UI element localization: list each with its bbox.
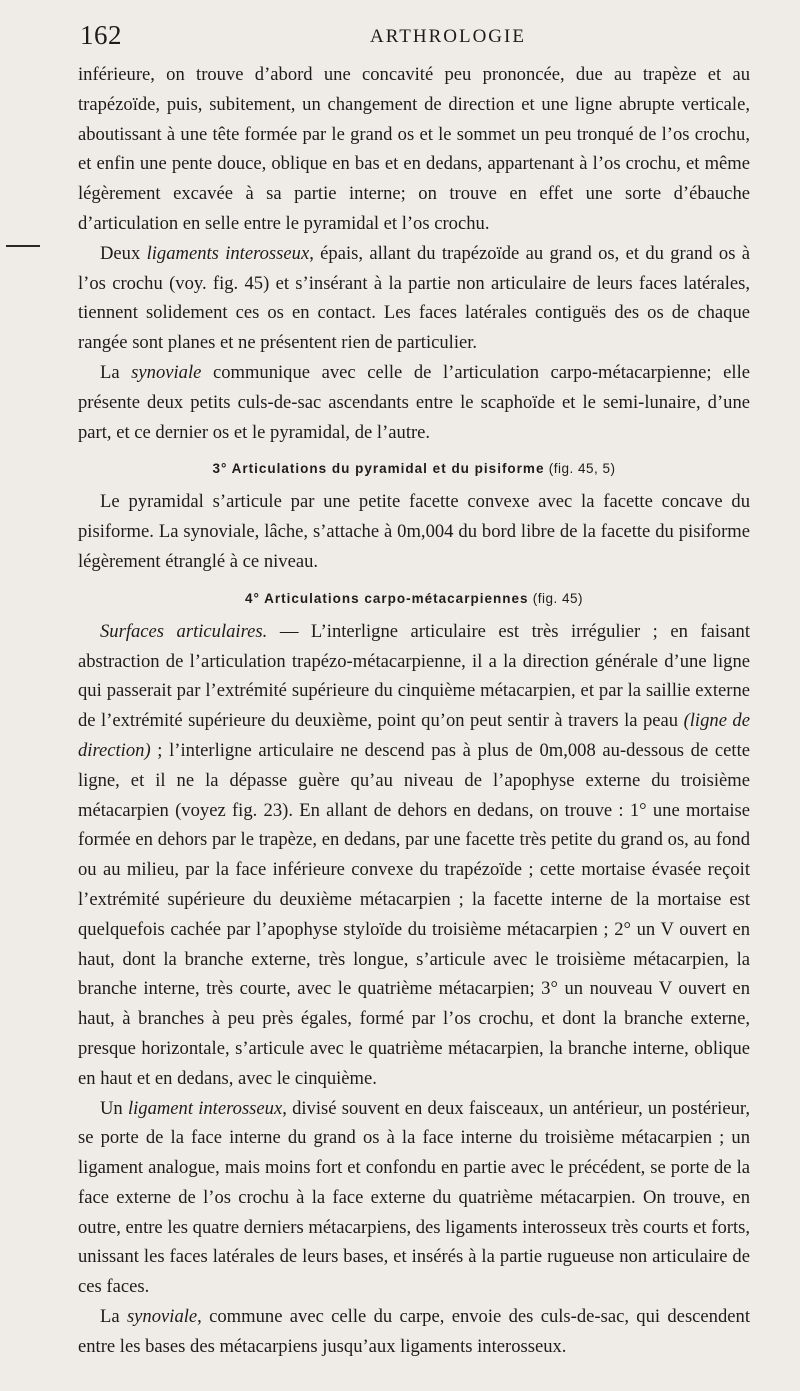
section-heading-title: 3° Articulations du pyramidal et du pisiforme <box>212 461 545 477</box>
paragraph <box>78 617 750 1094</box>
section-heading <box>78 583 750 615</box>
paragraph-text: — L’interligne articulaire est très irrégulier ; en faisant abstraction de l’articulation trapézo-métacarpienne, il a la direction générale d’une ligne qui passerait par l’extrémité supérieure du cinquième métacarpien, et par la saillie externe de l’extrémité supérieure du deuxième, point qu’on peut sentir à travers la peau <box>78 620 750 732</box>
paragraph-text: communique avec celle de l’articulation carpo-métacarpienne; elle présente deux petits culs-de-sac ascendants entre le scaphoïde et le semi-lunaire, d’une part, et ce dernier os et le pyramidal, de l’autre. <box>78 361 750 443</box>
italic-term: (ligne de direction) <box>78 710 750 761</box>
italic-term: ligaments interosseux <box>146 242 310 264</box>
paragraph-text: Deux <box>100 242 147 264</box>
section-heading <box>78 453 750 485</box>
paragraph <box>78 60 750 239</box>
italic-term: synoviale <box>131 361 202 383</box>
paragraph-text: , divisé souvent en deux faisceaux, un antérieur, un postérieur, se porte de la face interne du grand os à la face interne du troisième métacarpien ; un ligament analogue, mais moins fort et confondu en partie avec le précédent, se porte de la face externe de l’os crochu à la face externe du quatrième métacarpien. On trouve, en outre, entre les quatre derniers métacarpiens, des ligaments interosseux très courts et forts, unissant les faces latérales de leurs bases, et insérés à la partie rugueuse non articulaire de ces faces. <box>78 1097 750 1298</box>
italic-term: Surfaces articulaires. <box>100 620 268 642</box>
paragraph <box>78 1094 750 1303</box>
paragraph-text: , commune avec celle du carpe, envoie des culs-de-sac, qui descendent entre les bases des métacarpiens jusqu’aux ligaments interosseux. <box>78 1306 750 1357</box>
paragraph <box>78 239 750 358</box>
page-number: 162 <box>80 20 122 50</box>
page-header <box>80 20 740 56</box>
paragraph-text: Le pyramidal s’articule par une petite facette convexe avec la facette concave du pisiforme. La synoviale, lâche, s’attache à 0m,004 du bord libre de la facette du pisiforme légèrement étranglé à ce niveau. <box>78 491 750 572</box>
italic-term: ligament interosseux <box>127 1097 283 1119</box>
paragraph <box>78 487 750 576</box>
paragraph-text: inférieure, on trouve d’abord une concavité peu prononcée, due au trapèze et au trapézoïde, puis, subitement, un changement de direction et une ligne abrupte verticale, aboutissant à une tête formée par le grand os et le sommet un peu tronqué de l’os crochu, et enfin une pente douce, oblique en bas et en dedans, appartenant à l’os crochu, et même légèrement excavée à sa partie interne; on trouve en effet une sorte d’ébauche d’articulation en selle entre le pyramidal et l’os crochu. <box>78 64 750 234</box>
paragraph-text: La <box>100 361 132 383</box>
paragraph <box>78 358 750 447</box>
paragraph <box>78 1302 750 1362</box>
section-heading-figure-ref: (fig. 45) <box>528 590 583 606</box>
paragraph-text: ; l’interligne articulaire ne descend pas à plus de 0m,008 au-dessous de cette ligne, et il ne la dépasse guère qu’au niveau de l’apophyse externe du troisième métacarpien (voyez fig. 23). En allant de dehors en dedans, on trouve : 1° une mortaise formée en dehors par le trapèze, en dedans, par une facette très petite du grand os, au fond ou au milieu, par la face inférieure convexe du trapézoïde ; cette mortaise évasée reçoit l’extrémité supérieure du deuxième métacarpien ; la facette interne de la mortaise est quelquefois cachée par l’apophyse styloïde du troisième métacarpien ; 2° un V ouvert en haut, dont la branche externe, très longue, s’articule avec le troisième métacarpien, la branche interne, très courte, avec le quatrième métacarpien; 3° un nouveau V ouvert en haut, à branches à peu près égales, formé par l’os crochu, et dont la branche externe, presque horizontale, s’articule avec le quatrième métacarpien, la branche interne, oblique en haut et en dedans, avec le cinquième. <box>78 739 750 1089</box>
section-heading-title: 4° Articulations carpo-métacarpiennes <box>244 590 529 606</box>
section-heading-figure-ref: (fig. 45, 5) <box>544 461 616 477</box>
paragraph-text: , épais, allant du trapézoïde au grand os, et du grand os à l’os crochu (voy. fig. 45) et s’insérant à la partie non articulaire de leurs faces latérales, tiennent solidement ces os en contact. Les faces latérales contiguës des os de chaque rangée sont planes et ne présentent rien de particulier. <box>78 242 750 354</box>
paragraph-text: La <box>100 1306 127 1328</box>
running-title: ARTHROLOGIE <box>370 26 526 47</box>
body-text <box>78 60 750 1362</box>
italic-term: synoviale <box>126 1306 198 1328</box>
paragraph-text: Un <box>100 1097 128 1119</box>
margin-arrow-mark <box>6 245 40 247</box>
